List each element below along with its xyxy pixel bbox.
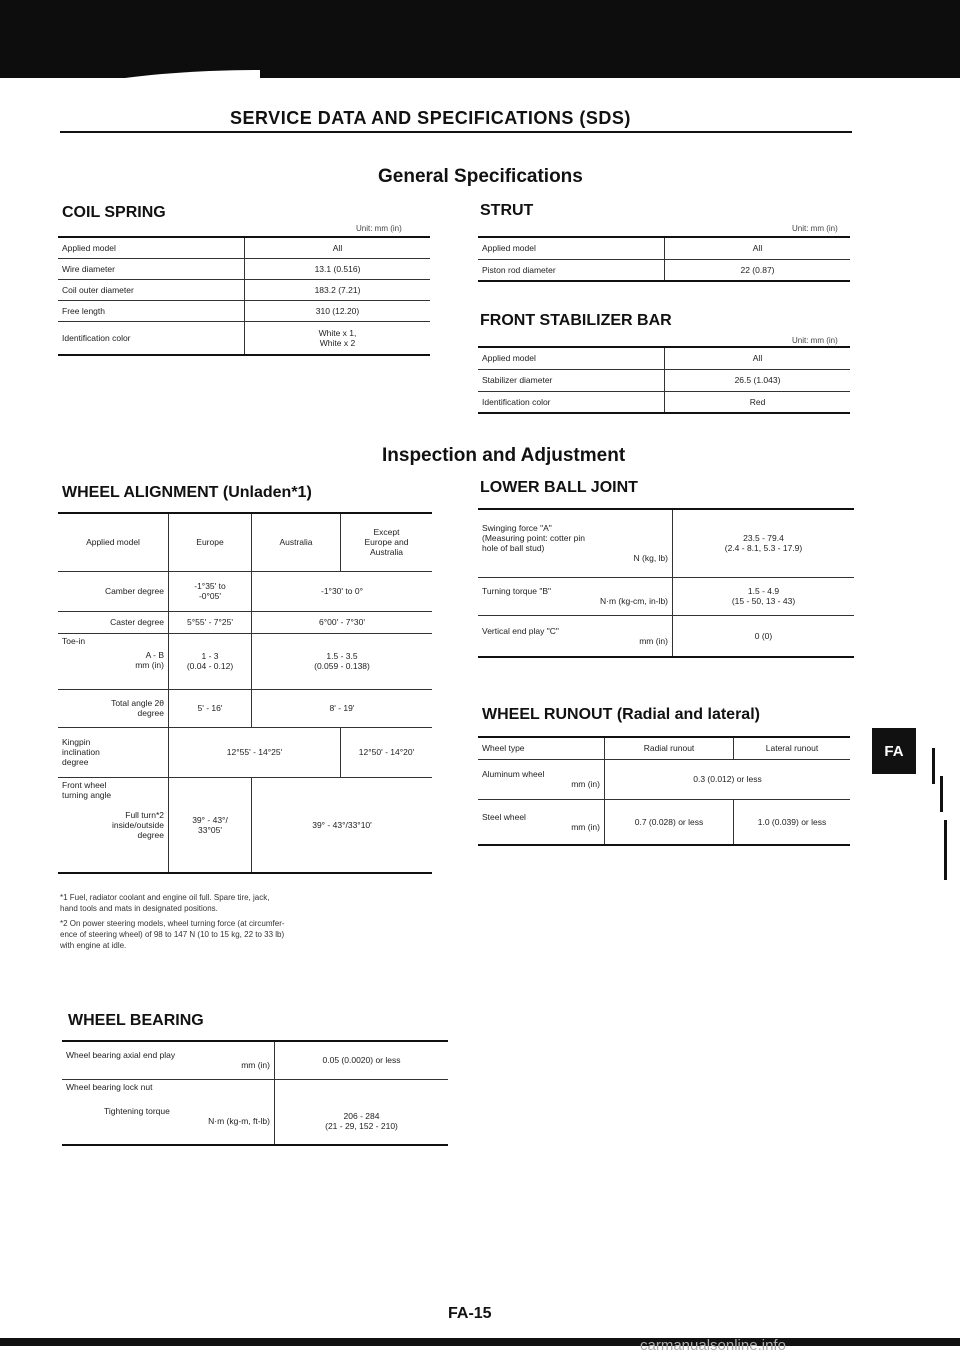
top-curve (0, 70, 260, 125)
aluminum-label-cell (478, 759, 605, 799)
steel-radial: 0.7 (0.028) or less (605, 799, 734, 845)
steel-label-cell (478, 799, 605, 845)
strut-table (478, 236, 850, 282)
alignment-table (58, 512, 432, 874)
page-number: FA-15 (448, 1305, 492, 1322)
alignment-header: Except Europe and Australia (341, 513, 433, 571)
ball-joint-heading: LOWER BALL JOINT (480, 479, 638, 496)
kingpin-main: 12°55' - 14°25' (169, 727, 341, 777)
bearing-row-label-cell (62, 1079, 275, 1145)
stabilizer-heading: FRONT STABILIZER BAR (480, 312, 672, 329)
coil-row-value: 310 (12.20) (245, 300, 431, 321)
coil-row-label: Applied model (58, 237, 245, 258)
ball-row-unit: mm (in) (639, 635, 668, 646)
coil-row-label: Coil outer diameter (58, 279, 245, 300)
side-bar-mark (940, 776, 943, 812)
steel-unit: mm (in) (571, 821, 600, 832)
bearing-row-label-cell (62, 1041, 275, 1079)
general-spec-heading: General Specifications (378, 166, 583, 187)
strut-heading: STRUT (480, 202, 534, 219)
turning-label: Front wheel turning angle (62, 779, 112, 800)
bearing-row-unit: N·m (kg-m, ft-lb) (208, 1115, 270, 1126)
camber-label: Camber degree (58, 571, 169, 611)
section-tab[interactable]: FA (872, 728, 916, 774)
coil-row-label: Wire diameter (58, 258, 245, 279)
stabilizer-unit: Unit: mm (in) (792, 336, 838, 345)
stabilizer-row-value: All (665, 347, 851, 369)
bearing-row-value: 206 - 284 (21 - 29, 152 - 210) (275, 1079, 449, 1145)
ball-row-label-cell (478, 577, 673, 615)
page-title: SERVICE DATA AND SPECIFICATIONS (SDS) (230, 108, 631, 128)
stabilizer-row-label: Applied model (478, 347, 665, 369)
side-bar-mark (932, 748, 935, 784)
bearing-row-unit: mm (in) (241, 1060, 270, 1071)
runout-header: Radial runout (605, 737, 734, 759)
turning-other: 39° - 43°/33°10' (252, 777, 433, 873)
ball-row-value: 1.5 - 4.9 (15 - 50, 13 - 43) (673, 577, 855, 615)
top-black-bar (0, 0, 960, 78)
toe-label: A - B mm (in) (135, 649, 164, 670)
inspection-heading: Inspection and Adjustment (382, 445, 626, 466)
stabilizer-row-label: Identification color (478, 391, 665, 413)
alignment-header: Europe (169, 513, 252, 571)
alignment-note: *1 Fuel, radiator coolant and engine oil full. Spare tire, jack, hand tools and mats in designated positions. (60, 893, 270, 913)
bottom-black-bar (0, 1338, 960, 1346)
bearing-table (62, 1040, 448, 1146)
stabilizer-row-label: Stabilizer diameter (478, 369, 665, 391)
toe-other: 1.5 - 3.5 (0.059 - 0.138) (252, 633, 433, 689)
ball-row-unit: N (kg, lb) (633, 553, 668, 564)
coil-spring-heading: COIL SPRING (62, 204, 166, 221)
ball-row-label: Turning torque "B" (482, 586, 552, 596)
runout-heading: WHEEL RUNOUT (Radial and lateral) (482, 706, 760, 723)
alignment-note: *2 On power steering models, wheel turning force (at circumfer- ence of steering wheel) of 98 to 147 N (10 to 15 kg, 22 to 33 lb) with engine at idle. (60, 919, 285, 950)
ball-joint-table (478, 508, 854, 658)
toe-label-cell (58, 633, 169, 689)
coil-row-value: All (245, 237, 431, 258)
total-label: Total angle 2θ degree (58, 689, 169, 727)
coil-row-value: White x 1, White x 2 (245, 321, 431, 355)
coil-spring-unit: Unit: mm (in) (356, 224, 402, 233)
stabilizer-row-value: Red (665, 391, 851, 413)
turning-europe: 39° - 43°/ 33°05' (169, 777, 252, 873)
stabilizer-row-value: 26.5 (1.043) (665, 369, 851, 391)
steel-lateral: 1.0 (0.039) or less (734, 799, 851, 845)
runout-table (478, 736, 850, 846)
caster-other: 6°00' - 7°30' (252, 611, 433, 633)
ball-row-value: 23.5 - 79.4 (2.4 - 8.1, 5.3 - 17.9) (673, 509, 855, 577)
total-europe: 5' - 16' (169, 689, 252, 727)
aluminum-value: 0.3 (0.012) or less (605, 759, 851, 799)
coil-row-label: Free length (58, 300, 245, 321)
aluminum-label: Aluminum wheel (482, 769, 545, 779)
kingpin-label: Kingpin inclination degree (58, 727, 169, 777)
total-other: 8' - 19' (252, 689, 433, 727)
bearing-heading: WHEEL BEARING (68, 1012, 204, 1029)
strut-row-value: 22 (0.87) (665, 259, 851, 281)
strut-unit: Unit: mm (in) (792, 224, 838, 233)
strut-row-value: All (665, 237, 851, 259)
alignment-header: Australia (252, 513, 341, 571)
ball-row-unit: N·m (kg-cm, in-lb) (600, 596, 668, 606)
toe-in-label: Toe-in (62, 635, 86, 646)
runout-header: Wheel type (478, 737, 605, 759)
coil-row-value: 13.1 (0.516) (245, 258, 431, 279)
ball-row-value: 0 (0) (673, 615, 855, 657)
coil-row-value: 183.2 (7.21) (245, 279, 431, 300)
kingpin-except: 12°50' - 14°20' (341, 727, 433, 777)
turning-label-cell (58, 777, 169, 873)
caster-europe: 5°55' - 7°25' (169, 611, 252, 633)
aluminum-unit: mm (in) (571, 779, 600, 789)
caster-label: Caster degree (58, 611, 169, 633)
bearing-row-label: Wheel bearing axial end play (66, 1050, 176, 1061)
runout-header: Lateral runout (734, 737, 851, 759)
bearing-row-label: Tightening torque (104, 1105, 170, 1116)
alignment-heading: WHEEL ALIGNMENT (Unladen*1) (62, 484, 312, 501)
strut-row-label: Piston rod diameter (478, 259, 665, 281)
title-rule (60, 131, 852, 133)
ball-row-label-cell (478, 509, 673, 577)
ball-row-label-cell (478, 615, 673, 657)
ball-row-label: Swinging force "A" (Measuring point: cotter pin hole of ball stud) (482, 523, 585, 554)
side-bar-mark (944, 820, 947, 880)
bearing-row-value: 0.05 (0.0020) or less (275, 1041, 449, 1079)
steel-label: Steel wheel (482, 811, 526, 822)
camber-europe: -1°35' to -0°05' (169, 571, 252, 611)
watermark: carmanualsonline.info (640, 1337, 786, 1354)
toe-europe: 1 - 3 (0.04 - 0.12) (169, 633, 252, 689)
coil-spring-table (58, 236, 430, 356)
coil-row-label: Identification color (58, 321, 245, 355)
stabilizer-table (478, 346, 850, 414)
alignment-header: Applied model (58, 513, 169, 571)
bearing-row-label: Wheel bearing lock nut (66, 1081, 153, 1092)
camber-other: -1°30' to 0° (252, 571, 433, 611)
ball-row-label: Vertical end play "C" (482, 625, 559, 636)
full-turn-label: Full turn*2 inside/outside degree (112, 809, 164, 840)
strut-row-label: Applied model (478, 237, 665, 259)
